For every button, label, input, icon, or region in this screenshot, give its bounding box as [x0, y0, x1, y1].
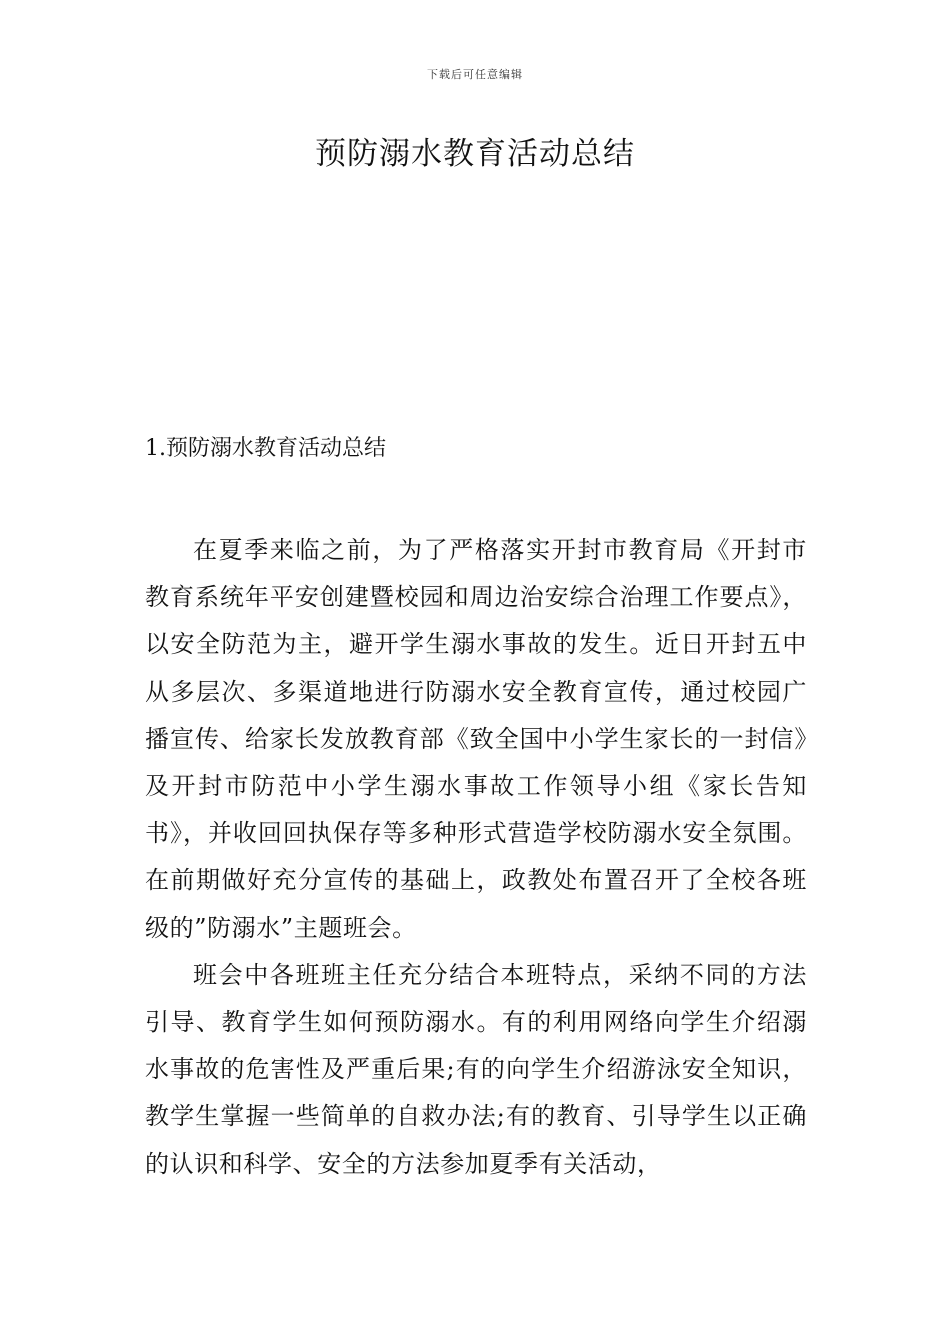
- document-title: 预防溺水教育活动总结: [315, 136, 635, 172]
- section-heading: 1.预防溺水教育活动总结: [145, 436, 386, 461]
- header-note: 下载后可任意编辑: [427, 68, 523, 81]
- body-paragraph: 在夏季来临之前，为了严格落实开封市教育局《开封市教育系统年平安创建暨校园和周边治安综合治理工作要点》，以安全防范为主，避开学生溺水事故的发生。近日开封五中从多层次、多渠道地进行防溺水安全教育宣传，通过校园广播宣传、给家长发放教育部《致全国中小学生家长的一封信》及开封市防范中小学生溺水事故工作领导小组《家长告知书》，并收回回执保存等多种形式营造学校防溺水安全氛围。在前期做好充分宣传的基础上，政教处布置召开了全校各班级的”防溺水”主题班会。: [145, 536, 807, 942]
- document-body: [145, 527, 807, 1188]
- body-paragraph: 班会中各班班主任充分结合本班特点，采纳不同的方法引导、教育学生如何预防溺水。有的利用网络向学生介绍溺水事故的危害性及严重后果;有的向学生介绍游泳安全知识，教学生掌握一些简单的自救办法;有的教育、引导学生以正确的认识和科学、安全的方法参加夏季有关活动，: [145, 960, 807, 1178]
